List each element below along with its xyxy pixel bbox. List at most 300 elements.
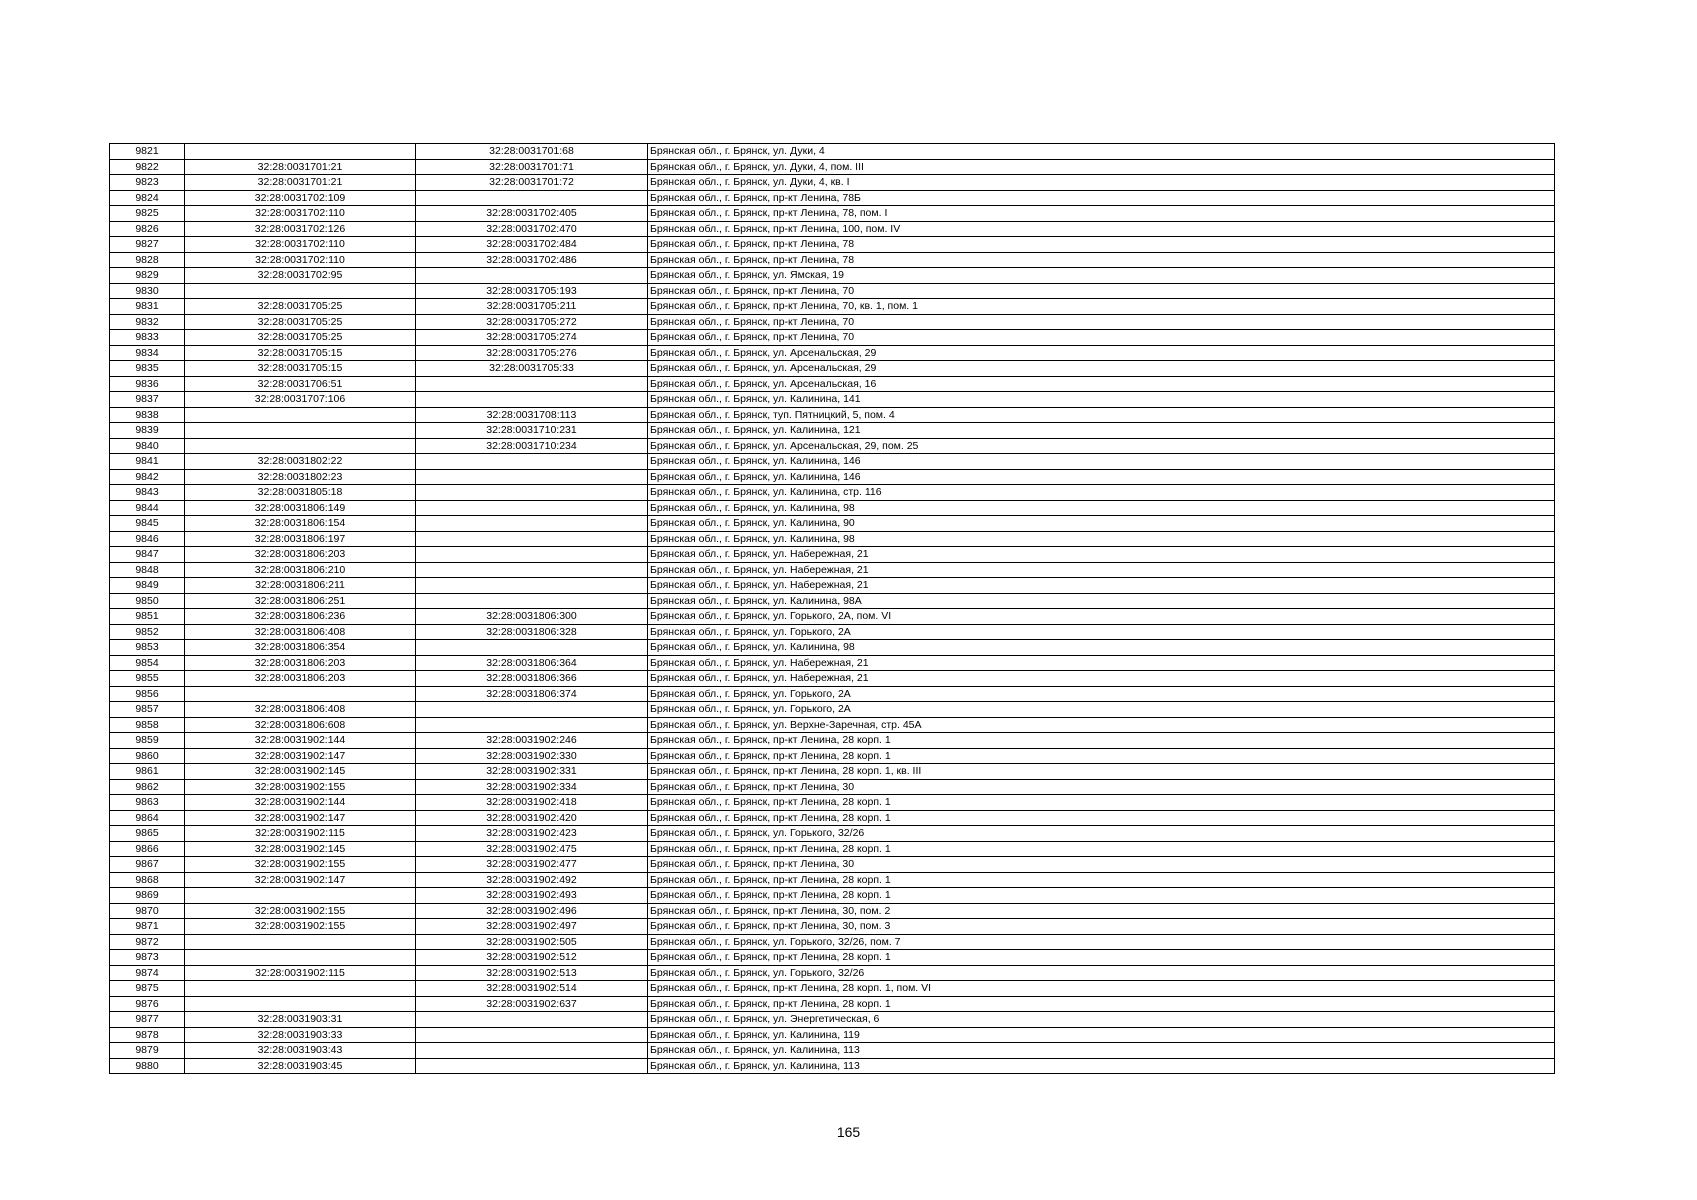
row-number-cell: 9867 [110, 857, 185, 873]
table-row [110, 950, 1555, 966]
table-row [110, 407, 1555, 423]
address-cell: Брянская обл., г. Брянск, пр-кт Ленина, 70 [648, 330, 1555, 346]
address-cell: Брянская обл., г. Брянск, ул. Арсенальская, 29 [648, 345, 1555, 361]
parcel-number-cell: 32:28:0031707:106 [185, 392, 416, 408]
table-row [110, 562, 1555, 578]
table-row [110, 872, 1555, 888]
object-number-cell: 32:28:0031902:496 [416, 903, 648, 919]
parcel-number-cell: 32:28:0031806:408 [185, 624, 416, 640]
object-number-cell [416, 531, 648, 547]
row-number-cell: 9840 [110, 438, 185, 454]
parcel-number-cell: 32:28:0031902:155 [185, 919, 416, 935]
object-number-cell [416, 1058, 648, 1074]
table-row [110, 609, 1555, 625]
object-number-cell [416, 702, 648, 718]
row-number-cell: 9850 [110, 593, 185, 609]
row-number-cell: 9865 [110, 826, 185, 842]
object-number-cell [416, 376, 648, 392]
address-cell: Брянская обл., г. Брянск, пр-кт Ленина, 28 корп. 1 [648, 733, 1555, 749]
parcel-number-cell: 32:28:0031706:51 [185, 376, 416, 392]
object-number-cell [416, 516, 648, 532]
object-number-cell: 32:28:0031708:113 [416, 407, 648, 423]
address-cell: Брянская обл., г. Брянск, ул. Калинина, 90 [648, 516, 1555, 532]
row-number-cell: 9821 [110, 144, 185, 160]
parcel-number-cell: 32:28:0031902:147 [185, 872, 416, 888]
object-number-cell [416, 1043, 648, 1059]
object-number-cell [416, 500, 648, 516]
object-number-cell: 32:28:0031702:486 [416, 252, 648, 268]
address-cell: Брянская обл., г. Брянск, пр-кт Ленина, 28 корп. 1 [648, 996, 1555, 1012]
parcel-number-cell: 32:28:0031806:154 [185, 516, 416, 532]
table-row [110, 454, 1555, 470]
address-cell: Брянская обл., г. Брянск, ул. Набережная, 21 [648, 671, 1555, 687]
parcel-number-cell: 32:28:0031902:145 [185, 841, 416, 857]
page-number: 165 [836, 1124, 861, 1140]
parcel-number-cell [185, 934, 416, 950]
row-number-cell: 9841 [110, 454, 185, 470]
table-row [110, 190, 1555, 206]
row-number-cell: 9880 [110, 1058, 185, 1074]
object-number-cell: 32:28:0031702:405 [416, 206, 648, 222]
row-number-cell: 9844 [110, 500, 185, 516]
parcel-number-cell [185, 996, 416, 1012]
object-number-cell: 32:28:0031701:68 [416, 144, 648, 160]
table-row [110, 795, 1555, 811]
parcel-number-cell [185, 407, 416, 423]
object-number-cell [416, 562, 648, 578]
row-number-cell: 9835 [110, 361, 185, 377]
row-number-cell: 9866 [110, 841, 185, 857]
address-cell: Брянская обл., г. Брянск, пр-кт Ленина, 78, пом. I [648, 206, 1555, 222]
table-row [110, 423, 1555, 439]
address-cell: Брянская обл., г. Брянск, пр-кт Ленина, 100, пом. IV [648, 221, 1555, 237]
row-number-cell: 9827 [110, 237, 185, 253]
row-number-cell: 9875 [110, 981, 185, 997]
parcel-number-cell: 32:28:0031806:354 [185, 640, 416, 656]
address-cell: Брянская обл., г. Брянск, пр-кт Ленина, 28 корп. 1 [648, 888, 1555, 904]
object-number-cell: 32:28:0031902:497 [416, 919, 648, 935]
table-row [110, 655, 1555, 671]
row-number-cell: 9863 [110, 795, 185, 811]
row-number-cell: 9823 [110, 175, 185, 191]
row-number-cell: 9826 [110, 221, 185, 237]
object-number-cell [416, 469, 648, 485]
object-number-cell: 32:28:0031701:72 [416, 175, 648, 191]
row-number-cell: 9838 [110, 407, 185, 423]
table-row [110, 888, 1555, 904]
parcel-number-cell: 32:28:0031802:22 [185, 454, 416, 470]
table-row [110, 330, 1555, 346]
address-cell: Брянская обл., г. Брянск, ул. Набережная, 21 [648, 655, 1555, 671]
address-cell: Брянская обл., г. Брянск, ул. Калинина, 141 [648, 392, 1555, 408]
object-number-cell [416, 640, 648, 656]
object-number-cell: 32:28:0031710:234 [416, 438, 648, 454]
object-number-cell [416, 190, 648, 206]
parcel-number-cell: 32:28:0031702:110 [185, 206, 416, 222]
table-row [110, 485, 1555, 501]
object-number-cell: 32:28:0031705:193 [416, 283, 648, 299]
address-cell: Брянская обл., г. Брянск, пр-кт Ленина, 28 корп. 1 [648, 872, 1555, 888]
object-number-cell: 32:28:0031902:637 [416, 996, 648, 1012]
parcel-number-cell: 32:28:0031806:211 [185, 578, 416, 594]
table-row [110, 175, 1555, 191]
parcel-number-cell: 32:28:0031902:155 [185, 857, 416, 873]
parcel-number-cell: 32:28:0031702:95 [185, 268, 416, 284]
object-number-cell: 32:28:0031710:231 [416, 423, 648, 439]
table-row [110, 826, 1555, 842]
row-number-cell: 9843 [110, 485, 185, 501]
parcel-number-cell: 32:28:0031903:33 [185, 1027, 416, 1043]
table-row [110, 934, 1555, 950]
address-cell: Брянская обл., г. Брянск, ул. Калинина, 113 [648, 1058, 1555, 1074]
row-number-cell: 9828 [110, 252, 185, 268]
table-row [110, 392, 1555, 408]
parcel-number-cell: 32:28:0031705:15 [185, 345, 416, 361]
parcel-number-cell: 32:28:0031902:115 [185, 965, 416, 981]
parcel-number-cell: 32:28:0031806:210 [185, 562, 416, 578]
address-cell: Брянская обл., г. Брянск, ул. Горького, 32/26, пом. 7 [648, 934, 1555, 950]
row-number-cell: 9854 [110, 655, 185, 671]
parcel-number-cell: 32:28:0031902:147 [185, 748, 416, 764]
object-number-cell [416, 268, 648, 284]
object-number-cell: 32:28:0031806:364 [416, 655, 648, 671]
row-number-cell: 9847 [110, 547, 185, 563]
address-cell: Брянская обл., г. Брянск, пр-кт Ленина, 28 корп. 1 [648, 810, 1555, 826]
parcel-number-cell: 32:28:0031702:126 [185, 221, 416, 237]
parcel-number-cell: 32:28:0031902:115 [185, 826, 416, 842]
table-row [110, 624, 1555, 640]
table-row [110, 717, 1555, 733]
object-number-cell: 32:28:0031806:366 [416, 671, 648, 687]
address-cell: Брянская обл., г. Брянск, ул. Дуки, 4 [648, 144, 1555, 160]
object-number-cell: 32:28:0031705:211 [416, 299, 648, 315]
table-row [110, 268, 1555, 284]
row-number-cell: 9836 [110, 376, 185, 392]
table-row [110, 516, 1555, 532]
address-cell: Брянская обл., г. Брянск, пр-кт Ленина, 28 корп. 1, кв. III [648, 764, 1555, 780]
object-number-cell: 32:28:0031806:374 [416, 686, 648, 702]
parcel-number-cell: 32:28:0031902:155 [185, 903, 416, 919]
object-number-cell [416, 593, 648, 609]
object-number-cell: 32:28:0031705:33 [416, 361, 648, 377]
table-row [110, 593, 1555, 609]
object-number-cell: 32:28:0031902:418 [416, 795, 648, 811]
parcel-number-cell: 32:28:0031902:147 [185, 810, 416, 826]
row-number-cell: 9852 [110, 624, 185, 640]
row-number-cell: 9853 [110, 640, 185, 656]
parcel-number-cell: 32:28:0031802:23 [185, 469, 416, 485]
row-number-cell: 9873 [110, 950, 185, 966]
parcel-number-cell: 32:28:0031806:608 [185, 717, 416, 733]
table-row [110, 810, 1555, 826]
object-number-cell: 32:28:0031702:470 [416, 221, 648, 237]
table-row [110, 841, 1555, 857]
object-number-cell: 32:28:0031902:475 [416, 841, 648, 857]
object-number-cell: 32:28:0031902:423 [416, 826, 648, 842]
address-cell: Брянская обл., г. Брянск, ул. Верхне-Заречная, стр. 45А [648, 717, 1555, 733]
address-cell: Брянская обл., г. Брянск, ул. Калинина, 98 [648, 500, 1555, 516]
parcel-number-cell: 32:28:0031902:145 [185, 764, 416, 780]
parcel-number-cell: 32:28:0031702:110 [185, 252, 416, 268]
table-row [110, 159, 1555, 175]
table-row [110, 299, 1555, 315]
parcel-number-cell: 32:28:0031705:25 [185, 330, 416, 346]
table-row [110, 857, 1555, 873]
row-number-cell: 9831 [110, 299, 185, 315]
address-cell: Брянская обл., г. Брянск, ул. Калинина, 146 [648, 469, 1555, 485]
row-number-cell: 9856 [110, 686, 185, 702]
address-cell: Брянская обл., г. Брянск, ул. Калинина, 146 [648, 454, 1555, 470]
address-cell: Брянская обл., г. Брянск, пр-кт Ленина, 70 [648, 314, 1555, 330]
parcel-number-cell [185, 423, 416, 439]
row-number-cell: 9834 [110, 345, 185, 361]
address-cell: Брянская обл., г. Брянск, ул. Арсенальская, 29, пом. 25 [648, 438, 1555, 454]
address-cell: Брянская обл., г. Брянск, ул. Калинина, 98 [648, 640, 1555, 656]
table-row [110, 221, 1555, 237]
table-row [110, 1043, 1555, 1059]
object-number-cell: 32:28:0031902:334 [416, 779, 648, 795]
table-row [110, 531, 1555, 547]
object-number-cell: 32:28:0031806:300 [416, 609, 648, 625]
address-cell: Брянская обл., г. Брянск, ул. Калинина, 119 [648, 1027, 1555, 1043]
table-row [110, 283, 1555, 299]
object-number-cell: 32:28:0031902:492 [416, 872, 648, 888]
table-row [110, 903, 1555, 919]
address-cell: Брянская обл., г. Брянск, ул. Горького, 2А [648, 702, 1555, 718]
address-cell: Брянская обл., г. Брянск, ул. Набережная, 21 [648, 562, 1555, 578]
table-row [110, 500, 1555, 516]
row-number-cell: 9846 [110, 531, 185, 547]
object-number-cell: 32:28:0031702:484 [416, 237, 648, 253]
object-number-cell: 32:28:0031902:493 [416, 888, 648, 904]
address-cell: Брянская обл., г. Брянск, ул. Дуки, 4, пом. III [648, 159, 1555, 175]
parcel-number-cell: 32:28:0031806:203 [185, 671, 416, 687]
object-number-cell [416, 578, 648, 594]
parcel-number-cell: 32:28:0031806:149 [185, 500, 416, 516]
address-cell: Брянская обл., г. Брянск, пр-кт Ленина, 28 корп. 1 [648, 748, 1555, 764]
address-cell: Брянская обл., г. Брянск, пр-кт Ленина, 70 [648, 283, 1555, 299]
object-number-cell: 32:28:0031902:505 [416, 934, 648, 950]
row-number-cell: 9829 [110, 268, 185, 284]
parcel-number-cell: 32:28:0031903:43 [185, 1043, 416, 1059]
table-row [110, 469, 1555, 485]
object-number-cell [416, 392, 648, 408]
table-row [110, 1058, 1555, 1074]
table-row [110, 671, 1555, 687]
address-cell: Брянская обл., г. Брянск, пр-кт Ленина, 28 корп. 1, пом. VI [648, 981, 1555, 997]
row-number-cell: 9824 [110, 190, 185, 206]
parcel-number-cell: 32:28:0031806:251 [185, 593, 416, 609]
parcel-number-cell: 32:28:0031903:45 [185, 1058, 416, 1074]
address-cell: Брянская обл., г. Брянск, ул. Ямская, 19 [648, 268, 1555, 284]
table-row [110, 361, 1555, 377]
table-row [110, 981, 1555, 997]
address-cell: Брянская обл., г. Брянск, пр-кт Ленина, 78Б [648, 190, 1555, 206]
address-cell: Брянская обл., г. Брянск, ул. Горького, 2А, пом. VI [648, 609, 1555, 625]
address-cell: Брянская обл., г. Брянск, пр-кт Ленина, 70, кв. 1, пом. 1 [648, 299, 1555, 315]
row-number-cell: 9822 [110, 159, 185, 175]
address-cell: Брянская обл., г. Брянск, ул. Калинина, 98А [648, 593, 1555, 609]
parcel-number-cell: 32:28:0031902:144 [185, 795, 416, 811]
row-number-cell: 9876 [110, 996, 185, 1012]
row-number-cell: 9871 [110, 919, 185, 935]
table-row [110, 314, 1555, 330]
address-cell: Брянская обл., г. Брянск, ул. Набережная, 21 [648, 578, 1555, 594]
parcel-number-cell [185, 438, 416, 454]
parcel-number-cell: 32:28:0031701:21 [185, 175, 416, 191]
row-number-cell: 9857 [110, 702, 185, 718]
object-number-cell: 32:28:0031701:71 [416, 159, 648, 175]
object-number-cell: 32:28:0031705:274 [416, 330, 648, 346]
row-number-cell: 9868 [110, 872, 185, 888]
address-cell: Брянская обл., г. Брянск, ул. Дуки, 4, кв. I [648, 175, 1555, 191]
table-row [110, 702, 1555, 718]
parcel-number-cell: 32:28:0031702:110 [185, 237, 416, 253]
table-row [110, 144, 1555, 160]
address-cell: Брянская обл., г. Брянск, пр-кт Ленина, 78 [648, 237, 1555, 253]
parcel-number-cell: 32:28:0031701:21 [185, 159, 416, 175]
row-number-cell: 9877 [110, 1012, 185, 1028]
cadastral-table [109, 143, 1555, 1074]
object-number-cell: 32:28:0031902:246 [416, 733, 648, 749]
parcel-number-cell [185, 283, 416, 299]
parcel-number-cell: 32:28:0031705:25 [185, 299, 416, 315]
table-row [110, 996, 1555, 1012]
address-cell: Брянская обл., г. Брянск, пр-кт Ленина, 28 корп. 1 [648, 795, 1555, 811]
address-cell: Брянская обл., г. Брянск, ул. Горького, 32/26 [648, 965, 1555, 981]
table-row [110, 779, 1555, 795]
table-row [110, 1012, 1555, 1028]
table-body [110, 144, 1555, 1074]
object-number-cell: 32:28:0031705:276 [416, 345, 648, 361]
object-number-cell: 32:28:0031902:331 [416, 764, 648, 780]
table-row [110, 206, 1555, 222]
row-number-cell: 9862 [110, 779, 185, 795]
row-number-cell: 9848 [110, 562, 185, 578]
address-cell: Брянская обл., г. Брянск, ул. Горького, 2А [648, 686, 1555, 702]
table-row [110, 733, 1555, 749]
parcel-number-cell: 32:28:0031902:144 [185, 733, 416, 749]
row-number-cell: 9833 [110, 330, 185, 346]
table-row [110, 748, 1555, 764]
address-cell: Брянская обл., г. Брянск, ул. Калинина, 98 [648, 531, 1555, 547]
address-cell: Брянская обл., г. Брянск, пр-кт Ленина, 30 [648, 857, 1555, 873]
row-number-cell: 9837 [110, 392, 185, 408]
table-row [110, 252, 1555, 268]
table-row [110, 345, 1555, 361]
parcel-number-cell [185, 981, 416, 997]
row-number-cell: 9872 [110, 934, 185, 950]
row-number-cell: 9842 [110, 469, 185, 485]
object-number-cell [416, 1027, 648, 1043]
parcel-number-cell: 32:28:0031806:236 [185, 609, 416, 625]
parcel-number-cell: 32:28:0031806:197 [185, 531, 416, 547]
address-cell: Брянская обл., г. Брянск, пр-кт Ленина, 28 корп. 1 [648, 841, 1555, 857]
row-number-cell: 9864 [110, 810, 185, 826]
row-number-cell: 9870 [110, 903, 185, 919]
address-cell: Брянская обл., г. Брянск, ул. Калинина, 113 [648, 1043, 1555, 1059]
table-row [110, 686, 1555, 702]
table-row [110, 640, 1555, 656]
object-number-cell: 32:28:0031902:330 [416, 748, 648, 764]
parcel-number-cell [185, 888, 416, 904]
object-number-cell: 32:28:0031902:513 [416, 965, 648, 981]
row-number-cell: 9849 [110, 578, 185, 594]
table-row [110, 438, 1555, 454]
table-row [110, 237, 1555, 253]
row-number-cell: 9825 [110, 206, 185, 222]
row-number-cell: 9845 [110, 516, 185, 532]
address-cell: Брянская обл., г. Брянск, ул. Арсенальская, 16 [648, 376, 1555, 392]
table-row [110, 764, 1555, 780]
table-row [110, 919, 1555, 935]
table-row [110, 547, 1555, 563]
address-cell: Брянская обл., г. Брянск, пр-кт Ленина, 30, пом. 2 [648, 903, 1555, 919]
address-cell: Брянская обл., г. Брянск, ул. Арсенальская, 29 [648, 361, 1555, 377]
address-cell: Брянская обл., г. Брянск, пр-кт Ленина, 78 [648, 252, 1555, 268]
address-cell: Брянская обл., г. Брянск, пр-кт Ленина, 30, пом. 3 [648, 919, 1555, 935]
parcel-number-cell [185, 686, 416, 702]
address-cell: Брянская обл., г. Брянск, ул. Калинина, 121 [648, 423, 1555, 439]
table-row [110, 578, 1555, 594]
object-number-cell: 32:28:0031902:420 [416, 810, 648, 826]
parcel-number-cell: 32:28:0031705:15 [185, 361, 416, 377]
object-number-cell: 32:28:0031902:514 [416, 981, 648, 997]
row-number-cell: 9855 [110, 671, 185, 687]
address-cell: Брянская обл., г. Брянск, ул. Калинина, стр. 116 [648, 485, 1555, 501]
parcel-number-cell: 32:28:0031805:18 [185, 485, 416, 501]
object-number-cell [416, 547, 648, 563]
object-number-cell [416, 485, 648, 501]
row-number-cell: 9851 [110, 609, 185, 625]
parcel-number-cell: 32:28:0031806:203 [185, 655, 416, 671]
object-number-cell [416, 454, 648, 470]
parcel-number-cell [185, 950, 416, 966]
parcel-number-cell: 32:28:0031902:155 [185, 779, 416, 795]
object-number-cell: 32:28:0031806:328 [416, 624, 648, 640]
address-cell: Брянская обл., г. Брянск, пр-кт Ленина, 28 корп. 1 [648, 950, 1555, 966]
parcel-number-cell: 32:28:0031702:109 [185, 190, 416, 206]
row-number-cell: 9830 [110, 283, 185, 299]
address-cell: Брянская обл., г. Брянск, ул. Энергетическая, 6 [648, 1012, 1555, 1028]
row-number-cell: 9879 [110, 1043, 185, 1059]
address-cell: Брянская обл., г. Брянск, пр-кт Ленина, 30 [648, 779, 1555, 795]
address-cell: Брянская обл., г. Брянск, ул. Набережная, 21 [648, 547, 1555, 563]
table-row [110, 376, 1555, 392]
parcel-number-cell: 32:28:0031705:25 [185, 314, 416, 330]
object-number-cell [416, 1012, 648, 1028]
table-row [110, 1027, 1555, 1043]
row-number-cell: 9861 [110, 764, 185, 780]
row-number-cell: 9832 [110, 314, 185, 330]
parcel-number-cell: 32:28:0031903:31 [185, 1012, 416, 1028]
address-cell: Брянская обл., г. Брянск, ул. Горького, 32/26 [648, 826, 1555, 842]
parcel-number-cell: 32:28:0031806:203 [185, 547, 416, 563]
row-number-cell: 9869 [110, 888, 185, 904]
row-number-cell: 9874 [110, 965, 185, 981]
row-number-cell: 9860 [110, 748, 185, 764]
table-row [110, 965, 1555, 981]
address-cell: Брянская обл., г. Брянск, туп. Пятницкий, 5, пом. 4 [648, 407, 1555, 423]
parcel-number-cell: 32:28:0031806:408 [185, 702, 416, 718]
object-number-cell [416, 717, 648, 733]
object-number-cell: 32:28:0031902:512 [416, 950, 648, 966]
row-number-cell: 9858 [110, 717, 185, 733]
address-cell: Брянская обл., г. Брянск, ул. Горького, 2А [648, 624, 1555, 640]
parcel-number-cell [185, 144, 416, 160]
row-number-cell: 9878 [110, 1027, 185, 1043]
object-number-cell: 32:28:0031902:477 [416, 857, 648, 873]
